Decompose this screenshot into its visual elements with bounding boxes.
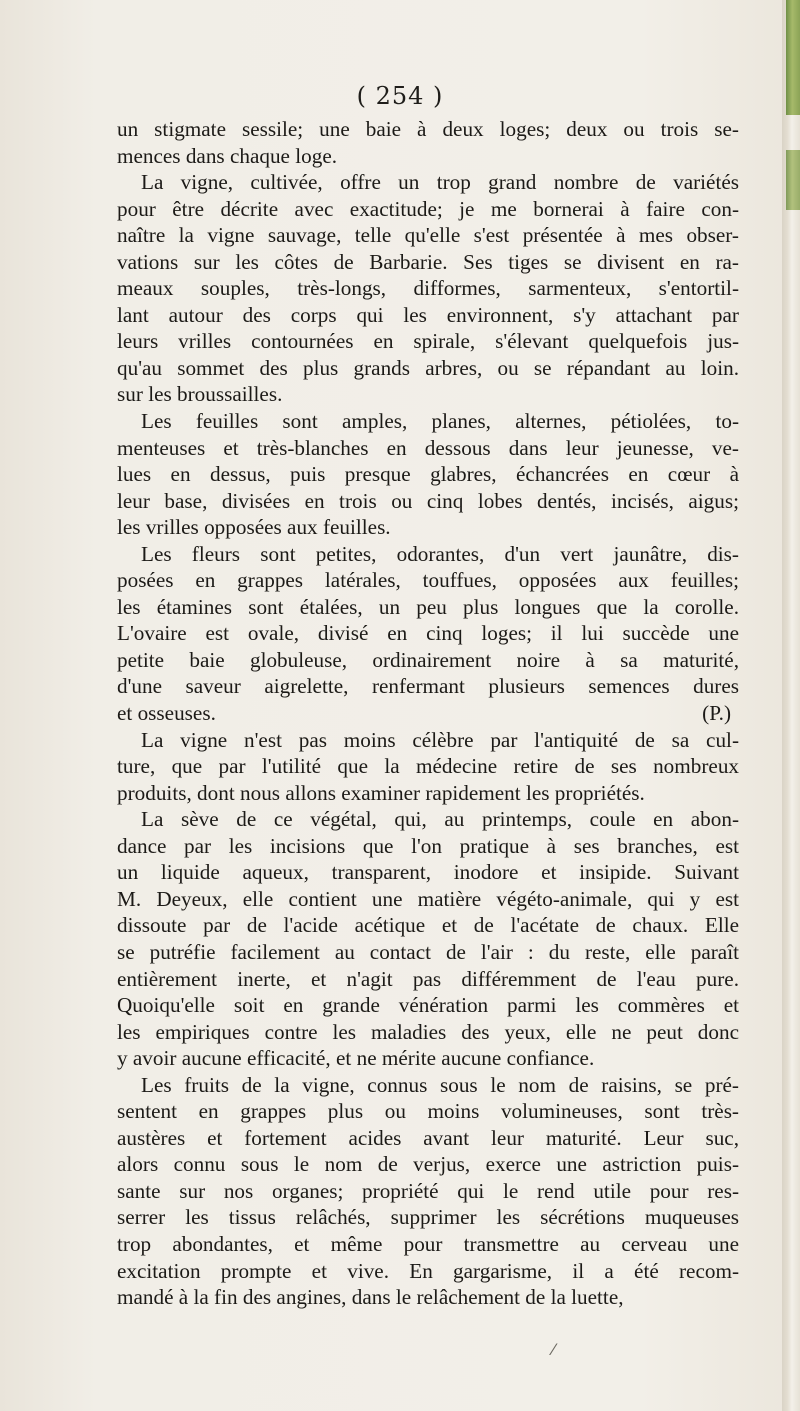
text-line: alors connu sous le nom de verjus, exerce une astriction puis- [117,1152,739,1177]
paragraph [117,727,739,807]
text-line: mences dans chaque loge. [117,143,338,168]
text-line: les empiriques contre les maladies des yeux, elle ne peut donc [117,1019,739,1044]
text-line: sur les broussailles. [117,382,283,407]
text-line: leurs vrilles contournées en spirale, s'élevant quelquefois jus- [117,329,739,354]
text-line: dance par les incisions que l'on pratique à ses branches, est [117,833,739,858]
paragraph [117,806,739,1071]
text-line: meaux souples, très-longs, difformes, sarmenteux, s'entortil- [117,276,739,301]
text-line: posées en grappes latérales, touffues, opposées aux feuilles; [117,568,739,593]
paragraph [117,169,739,408]
author-signature: (P.) [702,701,731,726]
page-number: ( 254 ) [356,82,444,110]
paragraph [117,116,739,169]
text-line: La sève de ce végétal, qui, au printemps, coule en abon- [141,807,739,832]
text-line: menteuses et très-blanches en dessous dans leur jeunesse, ve- [117,435,739,460]
text-line: lues en dessus, puis presque glabres, échancrées en cœur à [117,462,739,487]
text-line: serrer les tissus relâchés, supprimer les sécrétions muqueuses [117,1205,739,1230]
text-line: naître la vigne sauvage, telle qu'elle s'est présentée à mes obser- [117,223,739,248]
stray-mark: ⁄ [552,1340,555,1359]
body-text [117,116,739,1311]
text-line: dissoute par de l'acide acétique et de l'acétate de chaux. Elle [117,913,739,938]
text-line: La vigne n'est pas moins célèbre par l'antiquité de sa cul- [141,727,739,752]
text-line: sentent en grappes plus ou moins volumineuses, sont très- [117,1099,739,1124]
text-line: produits, dont nous allons examiner rapidement les propriétés. [117,780,645,805]
text-line: L'ovaire est ovale, divisé en cinq loges; il lui succède une [117,621,739,646]
text-line: lant autour des corps qui les environnent, s'y attachant par [117,302,739,327]
page-edge [782,0,800,1411]
paragraph [117,541,739,727]
text-line: La vigne, cultivée, offre un trop grand nombre de variétés [141,170,739,195]
text-line: M. Deyeux, elle contient une matière végéto-animale, qui y est [117,886,739,911]
text-line: leur base, divisées en trois ou cinq lobes dentés, incisés, aigus; [117,488,739,513]
text-line: se putréfie facilement au contact de l'air : du reste, elle paraît [117,939,739,964]
text-line: entièrement inerte, et n'agit pas différemment de l'eau pure. [117,966,739,991]
paragraph [117,1072,739,1311]
text-line: trop abondantes, et même pour transmettre au cerveau une [117,1231,739,1256]
text-line: d'une saveur aigrelette, renfermant plusieurs semences dures [117,674,739,699]
text-line: qu'au sommet des plus grands arbres, ou se répandant au loin. [117,355,739,380]
text-line: les vrilles opposées aux feuilles. [117,515,391,540]
text-line: pour être décrite avec exactitude; je me bornerai à faire con- [117,196,739,221]
text-line: Quoiqu'elle soit en grande vénération parmi les commères et [117,993,739,1018]
text-line: Les fleurs sont petites, odorantes, d'un vert jaunâtre, dis- [141,541,739,566]
text-line: excitation prompte et vive. En gargarisme, il a été recom- [117,1258,739,1283]
text-line: austères et fortement acides avant leur maturité. Leur suc, [117,1125,739,1150]
text-line: mandé à la fin des angines, dans le relâchement de la luette, [117,1285,624,1310]
text-line: y avoir aucune efficacité, et ne mérite aucune confiance. [117,1046,595,1071]
text-line: un stigmate sessile; une baie à deux loges; deux ou trois se- [117,117,739,141]
text-line: et osseuses. (P.) [117,701,731,726]
text-line: vations sur les côtes de Barbarie. Ses tiges se divisent en ra- [117,249,739,274]
text-line: un liquide aqueux, transparent, inodore et insipide. Suivant [117,860,739,885]
text-line: Les feuilles sont amples, planes, alternes, pétiolées, to- [141,409,739,434]
text-line: sante sur nos organes; propriété qui le rend utile pour res- [117,1178,739,1203]
text-line: ture, que par l'utilité que la médecine retire de ses nombreux [117,754,739,779]
text-line: Les fruits de la vigne, connus sous le nom de raisins, se pré- [141,1072,739,1097]
text-line: petite baie globuleuse, ordinairement noire à sa maturité, [117,647,739,672]
binding-tab [786,150,800,210]
text-line: les étamines sont étalées, un peu plus longues que la corolle. [117,594,739,619]
paragraph [117,408,739,541]
